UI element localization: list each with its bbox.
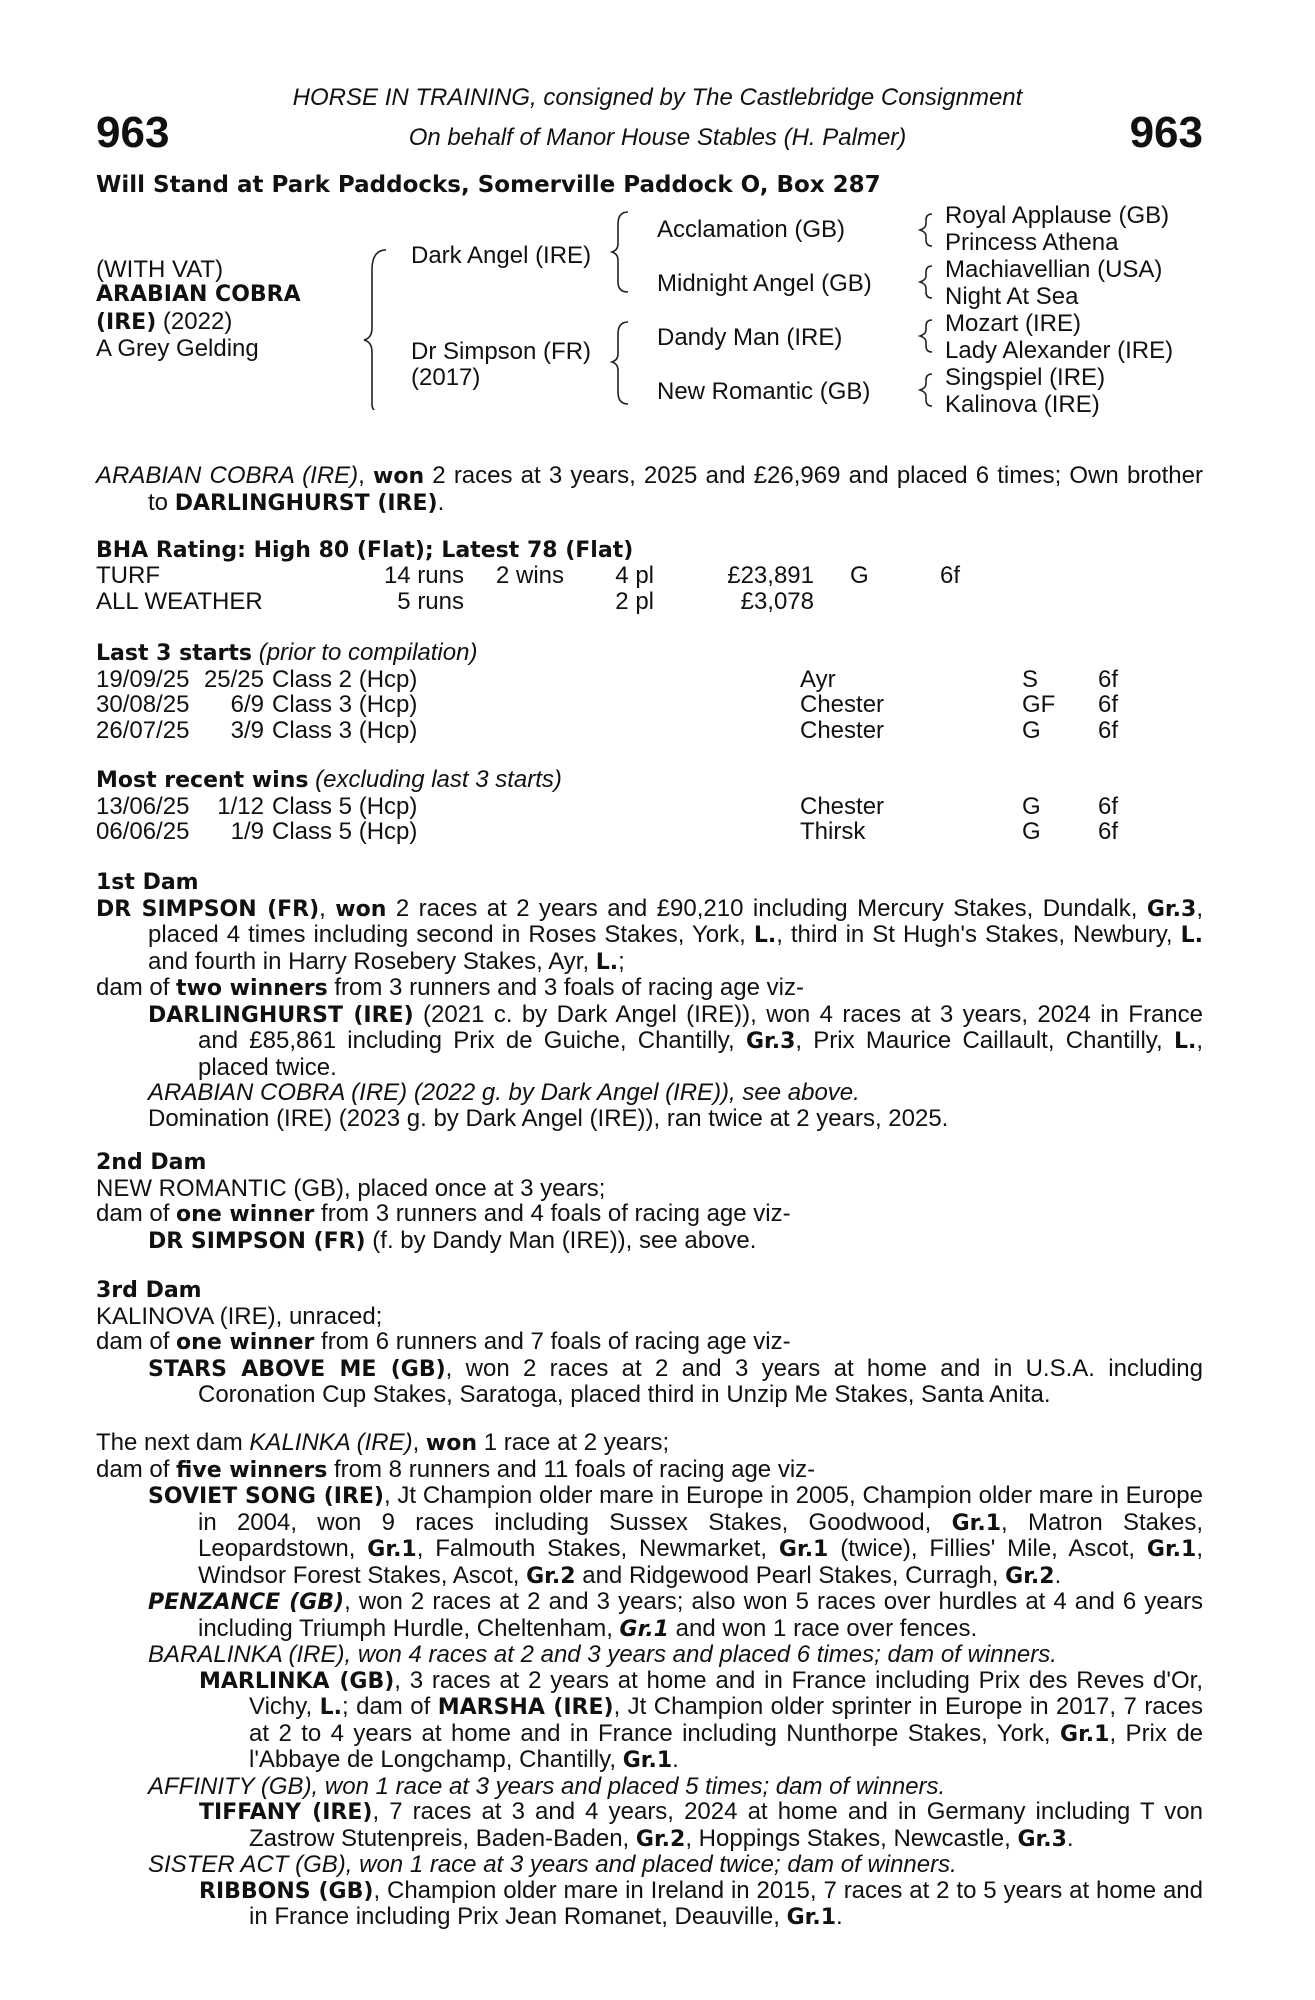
first-dam-section bbox=[96, 870, 1203, 1131]
text: dam of bbox=[96, 1455, 177, 1483]
text: , Matron Stakes, Leopardstown, bbox=[198, 1508, 1203, 1562]
progeny-stars-above-me bbox=[148, 1356, 1203, 1408]
grade: Gr.1 bbox=[622, 1748, 673, 1773]
class: Class 5 (Hcp) bbox=[272, 818, 418, 845]
lot-number-left: 963 bbox=[96, 108, 170, 157]
course: Ayr bbox=[800, 665, 836, 693]
pedigree-ssd: Princess Athena bbox=[945, 229, 1119, 256]
distance: 6f bbox=[1098, 792, 1119, 820]
pedigree-dss: Mozart (IRE) bbox=[945, 310, 1082, 337]
summary-end: . bbox=[437, 488, 445, 516]
text: , won 2 races at 2 and 3 years at home and in U.S.A. including Coronation Cup Stakes, Saratoga, placed third in Unzip Me Stakes, Santa Anita. bbox=[198, 1354, 1203, 1408]
position: 6/9 bbox=[230, 691, 264, 718]
grade: Gr.3 bbox=[1017, 1826, 1067, 1852]
winners-count: two winners bbox=[176, 976, 328, 1001]
grade: Gr.3 bbox=[1146, 896, 1197, 922]
grade: Gr.3 bbox=[745, 1029, 796, 1054]
pedigree-dam-sire: Dandy Man (IRE) bbox=[657, 324, 843, 351]
pedigree-sds: Machiavellian (USA) bbox=[945, 256, 1163, 283]
pedigree-sire-sire: Acclamation (GB) bbox=[657, 216, 846, 243]
position: 3/9 bbox=[230, 716, 264, 744]
going: G bbox=[1022, 818, 1041, 845]
summary-brother: DARLINGHURST (IRE) bbox=[174, 490, 438, 516]
course: Chester bbox=[800, 716, 885, 744]
progeny-soviet-song bbox=[148, 1483, 1203, 1589]
won-label: won bbox=[425, 1431, 478, 1456]
going: G bbox=[850, 562, 869, 589]
rating-table bbox=[96, 563, 1000, 614]
text: , 7 races at 3 and 4 years, 2024 at home and in Germany including T von Zastrow Stutenpreis, Baden-Baden, bbox=[249, 1798, 1203, 1852]
text: and Ridgewood Pearl Stakes, Curragh, bbox=[575, 1561, 1006, 1589]
rating-title: BHA Rating: High 80 (Flat); Latest 78 (Flat) bbox=[96, 538, 634, 563]
class: Class 3 (Hcp) bbox=[272, 691, 418, 718]
position: 25/25 bbox=[203, 665, 264, 693]
text: , Windsor Forest Stakes, Ascot, bbox=[198, 1535, 1204, 1589]
grade: Gr.1 bbox=[619, 1616, 669, 1642]
vat-label: (WITH VAT) bbox=[96, 256, 224, 283]
table-row bbox=[96, 692, 1118, 718]
progeny-penzance bbox=[148, 1589, 1203, 1642]
text: . bbox=[672, 1746, 679, 1773]
progeny-baralinka: BARALINKA (IRE), won 4 races at 2 and 3 years and placed 6 times; dam of winners. bbox=[148, 1641, 1057, 1668]
pedigree-dds: Singspiel (IRE) bbox=[945, 364, 1106, 391]
pedigree-sss: Royal Applause (GB) bbox=[945, 202, 1170, 229]
date: 30/08/25 bbox=[96, 691, 190, 718]
placed: 2 pl bbox=[615, 587, 654, 615]
going: S bbox=[1022, 665, 1039, 693]
horse-description: A Grey Gelding bbox=[96, 335, 259, 362]
grade: Gr.2 bbox=[526, 1563, 576, 1589]
consignor-line: On behalf of Manor House Stables (H. Palmer) bbox=[408, 124, 907, 151]
text: (f. by Dandy Man (IRE)), see above. bbox=[365, 1226, 757, 1254]
third-dam-title: 3rd Dam bbox=[96, 1278, 202, 1303]
third-dam-record: KALINOVA (IRE), unraced; bbox=[96, 1302, 383, 1330]
wins bbox=[464, 589, 564, 615]
horse-year: (2022) bbox=[156, 308, 233, 335]
grade: Gr.1 bbox=[951, 1510, 1002, 1536]
progeny-name: MARLINKA (GB) bbox=[199, 1668, 395, 1694]
date: 13/06/25 bbox=[96, 792, 190, 820]
text: , Hoppings Stakes, Newcastle, bbox=[685, 1824, 1018, 1852]
grade: L. bbox=[1173, 1029, 1197, 1054]
first-dam-record: DR SIMPSON (FR), won 2 races at 2 years and £90,210 including Mercury Stakes, Dundalk, Gr.3, placed 4 times including second in Roses Stakes, York, L., third in St Hugh's Stakes, Newbury, L. and fourth in Harry Rosebery Stakes, Ayr, L.; bbox=[96, 894, 1204, 975]
recent-wins-note: (excluding last 3 starts) bbox=[308, 766, 562, 793]
text: , Prix Maurice Caillault, Chantilly, bbox=[795, 1027, 1174, 1054]
won-label: won bbox=[335, 896, 387, 922]
text: , Jt Champion older mare in Europe in 2005, Champion older mare in Europe in 2004, won 9 races including Sussex Stakes, Goodwood, bbox=[198, 1482, 1203, 1536]
last-starts-table bbox=[96, 667, 1118, 744]
date: 19/09/25 bbox=[96, 665, 190, 693]
class: Class 5 (Hcp) bbox=[272, 792, 418, 820]
text: 2 races at 2 years and £90,210 including Mercury Stakes, Dundalk, bbox=[386, 894, 1147, 922]
course: Thirsk bbox=[800, 818, 866, 845]
recent-wins-section bbox=[96, 767, 1203, 845]
progeny-name: DR SIMPSON (FR) bbox=[148, 1228, 366, 1254]
second-dam-record: NEW ROMANTIC (GB), placed once at 3 years; bbox=[96, 1174, 606, 1202]
text: , 3 races at 2 years at home and in France including Prix des Reves d'Or, Vichy, bbox=[249, 1666, 1203, 1720]
recent-wins-table bbox=[96, 794, 1118, 845]
consignment-line: HORSE IN TRAINING, consigned by The Castlebridge Consignment bbox=[292, 84, 1023, 111]
course: Chester bbox=[800, 691, 885, 718]
text: from 8 runners and 11 foals of racing age viz- bbox=[327, 1455, 816, 1483]
grade: Gr.2 bbox=[635, 1826, 686, 1852]
progeny-sister-act: SISTER ACT (GB), won 1 race at 3 years and placed twice; dam of winners. bbox=[148, 1851, 957, 1878]
progeny-domination: Domination (IRE) (2023 g. by Dark Angel (IRE)), ran twice at 2 years, 2025. bbox=[148, 1104, 949, 1132]
grade: Gr.1 bbox=[1146, 1537, 1197, 1562]
grade: L. bbox=[319, 1695, 342, 1720]
progeny-name: TIFFANY (IRE) bbox=[199, 1800, 373, 1825]
next-dam-record bbox=[96, 1430, 1203, 1457]
summary-horse-name: ARABIAN COBRA (IRE) bbox=[96, 462, 359, 489]
horse-name: ARABIAN COBRA bbox=[96, 282, 301, 307]
last-starts-title: Last 3 starts bbox=[96, 641, 253, 666]
second-dam-section bbox=[96, 1150, 1203, 1254]
pedigree-sdd: Night At Sea bbox=[945, 283, 1079, 310]
progeny-ribbons bbox=[199, 1878, 1203, 1931]
last-starts-note: (prior to compilation) bbox=[252, 639, 478, 666]
text: 1 race at 2 years; bbox=[477, 1429, 670, 1456]
grade: Gr.1 bbox=[367, 1537, 417, 1562]
progeny-name: MARSHA (IRE) bbox=[437, 1695, 614, 1720]
distance: 6f bbox=[1098, 716, 1119, 744]
progeny-darlinghurst bbox=[148, 1002, 1203, 1081]
going bbox=[814, 589, 940, 615]
class: Class 2 (Hcp) bbox=[272, 665, 418, 693]
progeny-arabian-cobra: ARABIAN COBRA (IRE) (2022 g. by Dark Angel (IRE)), see above. bbox=[148, 1079, 860, 1106]
dam-name: KALINKA (IRE) bbox=[249, 1429, 413, 1456]
text: , third in St Hugh's Stakes, Newbury, bbox=[776, 921, 1181, 948]
grade: Gr.1 bbox=[786, 1905, 837, 1930]
distance: 6f bbox=[1098, 691, 1119, 718]
distance: 6f bbox=[1098, 665, 1119, 693]
progeny-tiffany bbox=[199, 1799, 1203, 1852]
text: , won 2 races at 2 and 3 years; also won 5 races over hurdles at 4 and 6 years including Triumph Hurdle, Cheltenham, bbox=[198, 1588, 1203, 1642]
grade: L. bbox=[753, 923, 777, 948]
class: Class 3 (Hcp) bbox=[272, 716, 418, 744]
last-starts-section bbox=[96, 640, 1203, 743]
position: 1/12 bbox=[217, 792, 264, 820]
last-starts-heading bbox=[96, 640, 1203, 667]
pedigree-dam-year: (2017) bbox=[411, 364, 481, 391]
distance bbox=[940, 589, 1000, 615]
runs: 14 runs bbox=[383, 562, 464, 589]
text: (twice), Fillies' Mile, Ascot, bbox=[828, 1535, 1147, 1562]
second-dam-produce-summary bbox=[96, 1201, 1203, 1228]
grade: Gr.2 bbox=[1005, 1563, 1055, 1589]
grade: Gr.1 bbox=[778, 1537, 829, 1562]
text: . bbox=[1054, 1561, 1062, 1589]
progeny-name: DARLINGHURST (IRE) bbox=[148, 1002, 414, 1028]
going: G bbox=[1022, 716, 1041, 744]
pedigree-sire: Dark Angel (IRE) bbox=[411, 242, 592, 269]
progeny-affinity: AFFINITY (GB), won 1 race at 3 years and placed 5 times; dam of winners. bbox=[148, 1772, 946, 1800]
winners-count: five winners bbox=[176, 1457, 328, 1483]
stand-location: Will Stand at Park Paddocks, Somerville Paddock O, Box 287 bbox=[96, 172, 881, 198]
pedigree-ddd: Kalinova (IRE) bbox=[945, 391, 1100, 418]
horse-country: (IRE) bbox=[96, 310, 157, 335]
text: , bbox=[412, 1429, 426, 1456]
recent-wins-title: Most recent wins bbox=[96, 768, 309, 793]
third-dam-produce-summary bbox=[96, 1329, 1203, 1356]
prize: £23,891 bbox=[727, 562, 814, 589]
text: and won 1 race over fences. bbox=[668, 1614, 978, 1642]
table-row bbox=[96, 589, 1000, 615]
horse-country-year bbox=[96, 308, 232, 336]
text: (2021 c. by Dark Angel (IRE)), won 4 races at 3 years, 2024 in France and £85,861 including Prix de Guiche, Chantilly, bbox=[198, 1000, 1203, 1054]
progeny-name: PENZANCE (GB) bbox=[148, 1590, 345, 1615]
table-row bbox=[96, 718, 1118, 744]
text: , Prix de l'Abbaye de Longchamp, Chantilly, bbox=[249, 1719, 1204, 1773]
table-row bbox=[96, 819, 1118, 845]
text: and fourth in Harry Rosebery Stakes, Ayr, bbox=[148, 947, 596, 975]
rating-section bbox=[96, 538, 1203, 614]
progeny-name: RIBBONS (GB) bbox=[199, 1878, 374, 1904]
summary-text: 2 races at 3 years, 2025 and £26,969 and placed 6 times; Own brother to bbox=[148, 462, 1203, 516]
first-dam-title: 1st Dam bbox=[96, 870, 199, 895]
text: , Falmouth Stakes, Newmarket, bbox=[416, 1535, 779, 1562]
course: Chester bbox=[800, 792, 885, 820]
table-row bbox=[96, 667, 1118, 693]
pedigree-sire-dam: Midnight Angel (GB) bbox=[657, 270, 872, 297]
next-dam-produce-summary bbox=[96, 1457, 1203, 1484]
pedigree-dsd: Lady Alexander (IRE) bbox=[945, 337, 1174, 364]
winners-count: one winner bbox=[176, 1330, 315, 1355]
first-dam-produce-summary bbox=[96, 975, 1203, 1002]
grade: Gr.1 bbox=[1060, 1721, 1110, 1747]
race-summary: ARABIAN COBRA (IRE), won 2 races at 3 years, 2025 and £26,969 and placed 6 times; Own brother to DARLINGHURST (IRE). bbox=[96, 462, 1203, 516]
text: , Champion older mare in Ireland in 2015, 7 races at 2 to 5 years at home and in France including Prix Jean Romanet, Deauville, bbox=[249, 1876, 1203, 1930]
progeny-dr-simpson bbox=[148, 1228, 1203, 1255]
second-dam-title: 2nd Dam bbox=[96, 1150, 207, 1175]
summary-won: won bbox=[373, 464, 425, 489]
surface: TURF bbox=[96, 562, 160, 589]
pedigree-dam: Dr Simpson (FR) bbox=[411, 338, 592, 365]
text: from 3 runners and 4 foals of racing age viz- bbox=[314, 1200, 791, 1227]
text: , placed twice. bbox=[198, 1027, 1203, 1081]
text: ; bbox=[618, 947, 625, 975]
text: , placed 4 times including second in Roses Stakes, York, bbox=[148, 894, 1203, 948]
table-row bbox=[96, 563, 1000, 589]
text: dam of bbox=[96, 1200, 177, 1227]
next-dam-section bbox=[96, 1430, 1203, 1931]
prize: £3,078 bbox=[740, 587, 814, 615]
text: . bbox=[1066, 1824, 1074, 1852]
progeny-marlinka bbox=[199, 1668, 1203, 1774]
placed: 4 pl bbox=[615, 562, 654, 589]
going: G bbox=[1022, 792, 1041, 820]
lot-number-right: 963 bbox=[1129, 108, 1203, 157]
progeny-name: SOVIET SONG (IRE) bbox=[148, 1484, 384, 1509]
recent-wins-heading bbox=[96, 767, 1203, 794]
surface: ALL WEATHER bbox=[96, 587, 263, 615]
text: The next dam bbox=[96, 1429, 250, 1456]
grade: L. bbox=[595, 949, 619, 975]
table-row bbox=[96, 794, 1118, 820]
text: from 3 runners and 3 foals of racing age viz- bbox=[327, 974, 804, 1001]
progeny-name: STARS ABOVE ME (GB) bbox=[148, 1356, 446, 1382]
wins: 2 wins bbox=[495, 562, 564, 589]
text: dam of bbox=[96, 974, 177, 1001]
pedigree-dam-dam: New Romantic (GB) bbox=[657, 378, 871, 405]
third-dam-section bbox=[96, 1278, 1203, 1408]
distance: 6f bbox=[940, 562, 961, 589]
winners-count: one winner bbox=[176, 1202, 315, 1227]
text: dam of bbox=[96, 1328, 177, 1355]
text: ; dam of bbox=[341, 1693, 438, 1720]
going: GF bbox=[1022, 691, 1056, 718]
grade: L. bbox=[1180, 923, 1204, 948]
text: . bbox=[836, 1903, 843, 1930]
dam-name: DR SIMPSON (FR) bbox=[96, 896, 320, 922]
date: 26/07/25 bbox=[96, 716, 190, 744]
position: 1/9 bbox=[230, 818, 264, 845]
date: 06/06/25 bbox=[96, 818, 190, 845]
distance: 6f bbox=[1098, 818, 1119, 845]
runs: 5 runs bbox=[397, 587, 464, 615]
text: , Jt Champion older sprinter in Europe in 2017, 7 races at 2 to 4 years at home and in France including Nunthorpe Stakes, York, bbox=[249, 1693, 1204, 1747]
text: from 6 runners and 7 foals of racing age viz- bbox=[314, 1328, 791, 1355]
